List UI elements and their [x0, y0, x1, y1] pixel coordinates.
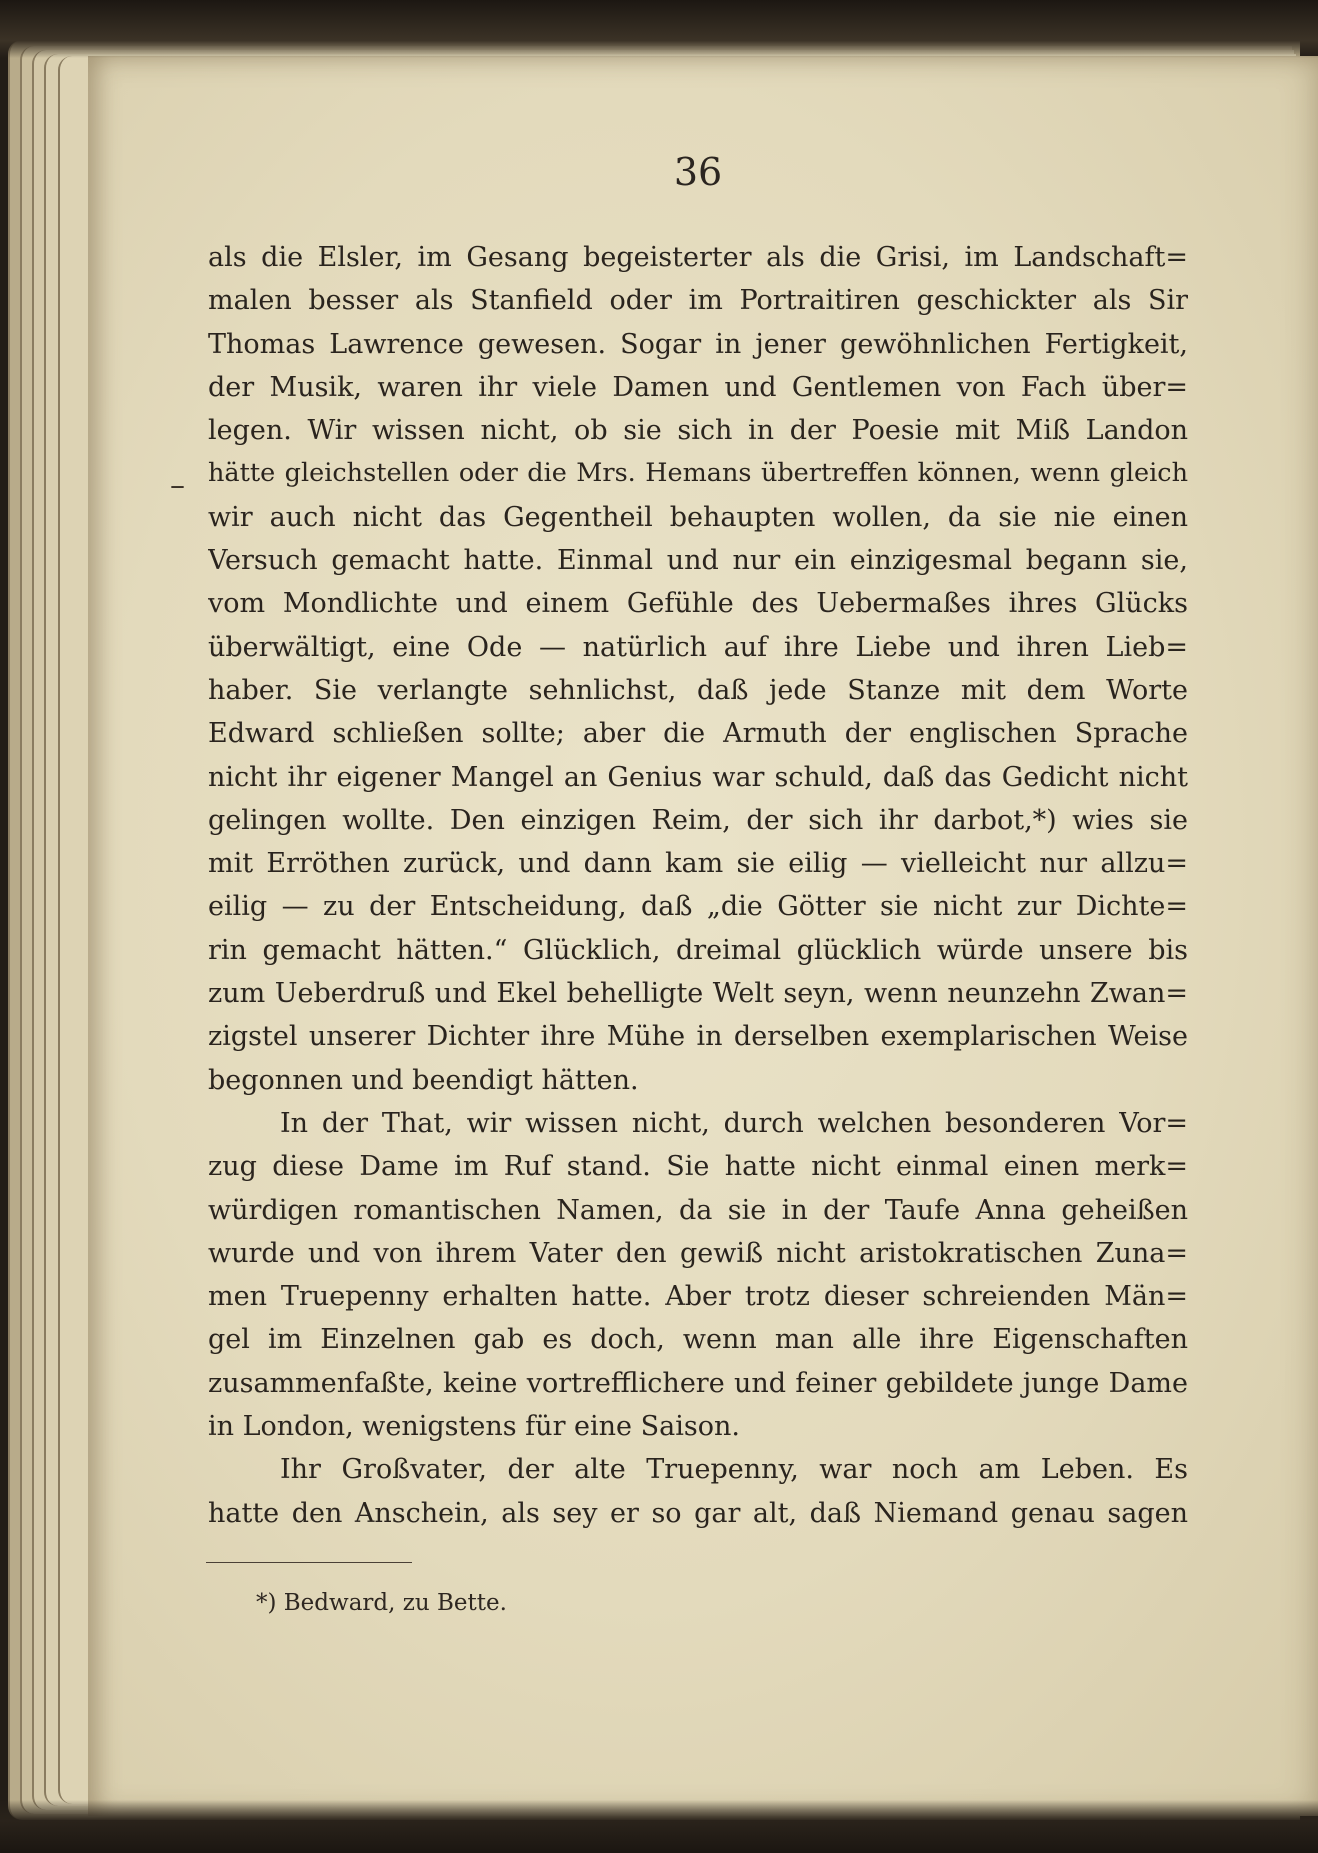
text-line: wurde und von ihrem Vater den gewiß nicht aristokratischen Zuna=: [208, 1237, 1188, 1269]
text-line: zum Ueberdruß und Ekel behelligte Welt seyn, wenn neunzehn Zwan=: [208, 978, 1188, 1010]
margin-mark: –: [170, 468, 185, 503]
binding-shadow-top: [0, 0, 1318, 58]
text-line: gel im Einzelnen gab es doch, wenn man alle ihre Eigenschaften: [208, 1324, 1188, 1356]
text-line: haber. Sie verlangte sehnlichst, daß jede Stanze mit dem Worte: [208, 674, 1188, 706]
page-number: 36: [673, 150, 723, 194]
text-line: würdigen romantischen Namen, da sie in der Taufe Anna geheißen: [208, 1194, 1188, 1226]
text-line: malen besser als Stanfield oder im Portraitiren geschickter als Sir: [208, 285, 1188, 317]
footnote-rule: [206, 1562, 412, 1563]
text-line: als die Elsler, im Gesang begeisterter als die Grisi, im Landschaft=: [208, 242, 1188, 273]
paragraph-start-line: In der That, wir wissen nicht, durch welchen besonderen Vor=: [280, 1107, 1188, 1139]
text-line: zigstel unserer Dichter ihre Mühe in derselben exemplarischen Weise: [208, 1021, 1188, 1053]
binding-shadow-bottom: [0, 1800, 1318, 1853]
text-line: gelingen wollte. Den einzigen Reim, der sich ihr darbot,*) wies sie: [208, 804, 1188, 836]
paragraph-end-line: begonnen und beendigt hätten.: [208, 1064, 639, 1096]
footnote: *) Bedward, zu Bette.: [256, 1590, 507, 1616]
text-line: der Musik, waren ihr viele Damen und Gentlemen von Fach über=: [208, 371, 1188, 403]
text-line: mit Erröthen zurück, und dann kam sie eilig — vielleicht nur allzu=: [208, 848, 1188, 880]
text-line: zug diese Dame im Ruf stand. Sie hatte nicht einmal einen merk=: [208, 1151, 1188, 1183]
body-text: [208, 236, 1188, 1535]
text-line: men Truepenny erhalten hatte. Aber trotz dieser schreienden Män=: [208, 1281, 1188, 1313]
text-line: nicht ihr eigener Mangel an Genius war schuld, daß das Gedicht nicht: [208, 761, 1188, 793]
text-line: wir auch nicht das Gegentheil behaupten wollen, da sie nie einen: [208, 501, 1188, 533]
text-line: Thomas Lawrence gewesen. Sogar in jener gewöhnlichen Fertigkeit,: [208, 328, 1188, 360]
text-line: überwältigt, eine Ode — natürlich auf ihre Liebe und ihren Lieb=: [208, 631, 1188, 663]
text-line: legen. Wir wissen nicht, ob sie sich in der Poesie mit Miß Landon: [208, 415, 1188, 447]
text-line: hatte den Anschein, als sey er so gar alt, daß Niemand genau sagen: [208, 1497, 1188, 1529]
paragraph-end-line: in London, wenigstens für eine Saison.: [208, 1411, 740, 1443]
text-line: Versuch gemacht hatte. Einmal und nur ein einzigesmal begann sie,: [208, 545, 1188, 577]
text-line: eilig — zu der Entscheidung, daß „die Götter sie nicht zur Dichte=: [208, 891, 1188, 923]
text-line: hätte gleichstellen oder die Mrs. Hemans übertreffen können, wenn gleich: [208, 458, 1188, 489]
text-line: rin gemacht hätten.“ Glücklich, dreimal glücklich würde unsere bis: [208, 934, 1188, 966]
text-line: Edward schließen sollte; aber die Armuth der englischen Sprache: [208, 718, 1188, 750]
text-line: zusammenfaßte, keine vortrefflichere und feiner gebildete junge Dame: [208, 1367, 1188, 1399]
text-line: vom Mondlichte und einem Gefühle des Uebermaßes ihres Glücks: [208, 588, 1188, 620]
paragraph-start-line: Ihr Großvater, der alte Truepenny, war noch am Leben. Es: [280, 1454, 1188, 1486]
